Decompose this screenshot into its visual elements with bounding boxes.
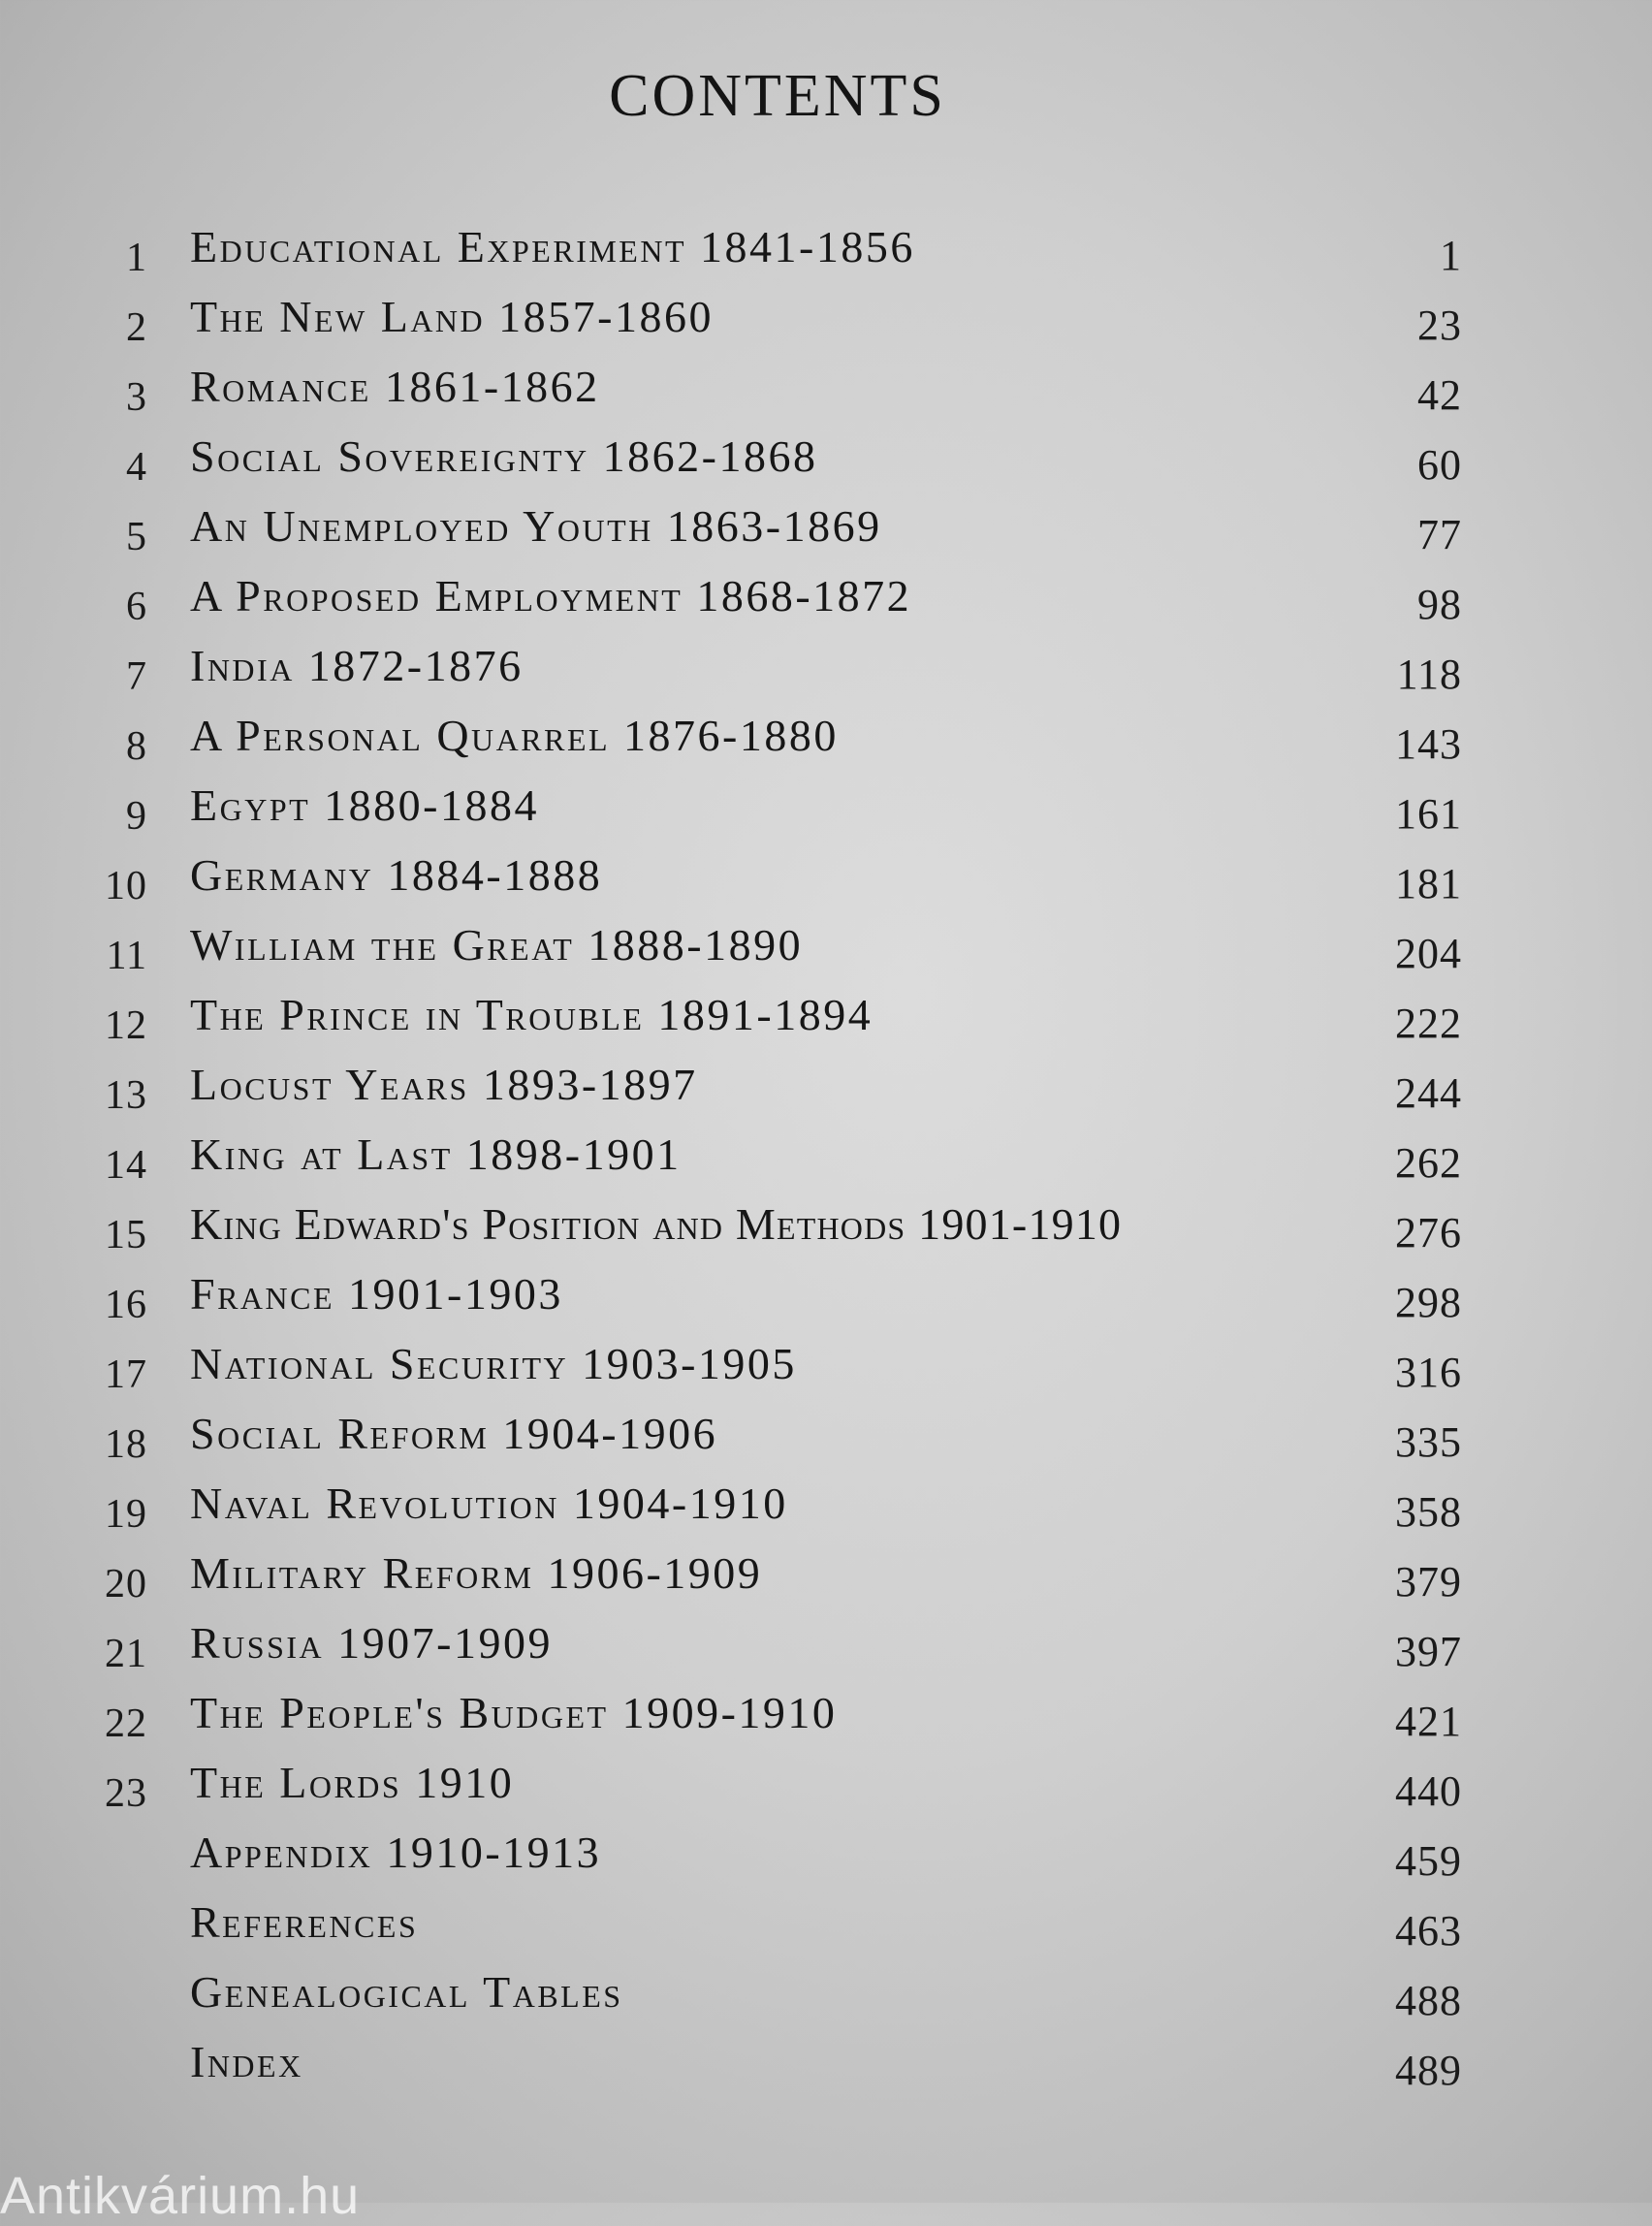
- chapter-title: Locust Years 1893-1897: [190, 1060, 698, 1109]
- page-number: 397: [1395, 1628, 1462, 1675]
- chapter-title: Social Sovereignty 1862-1868: [190, 431, 818, 481]
- chapter-title: A Proposed Employment 1868-1872: [190, 571, 912, 620]
- toc-row: [0, 1478, 1652, 1547]
- chapter-title: The People's Budget 1909-1910: [190, 1688, 838, 1737]
- toc-row: [0, 1408, 1652, 1478]
- page-number: 316: [1395, 1349, 1462, 1396]
- chapter-number: 19: [105, 1492, 147, 1537]
- page-number: 488: [1395, 1977, 1462, 2024]
- chapter-title: Educational Experiment 1841-1856: [190, 222, 915, 271]
- page-number: 42: [1417, 371, 1462, 419]
- chapter-number: 2: [126, 305, 147, 350]
- chapter-title: Military Reform 1906-1909: [190, 1548, 763, 1598]
- toc-row: [0, 1338, 1652, 1408]
- chapter-title: France 1901-1903: [190, 1269, 563, 1319]
- toc-row: [0, 500, 1652, 570]
- page-number: 143: [1395, 720, 1462, 768]
- toc-row: [0, 1617, 1652, 1687]
- toc-row: [0, 1896, 1652, 1966]
- chapter-title: William the Great 1888-1890: [190, 920, 804, 970]
- chapter-title: The Prince in Trouble 1891-1894: [190, 990, 874, 1039]
- page-number: 244: [1395, 1069, 1462, 1117]
- chapter-number: 8: [126, 724, 147, 769]
- toc-row: [0, 570, 1652, 640]
- chapter-number: 15: [105, 1213, 147, 1257]
- page-number: 489: [1395, 2047, 1462, 2094]
- chapter-title: References: [190, 1897, 419, 1947]
- chapter-number: 10: [105, 864, 147, 908]
- toc-row: [0, 989, 1652, 1059]
- chapter-number: 22: [105, 1701, 147, 1746]
- chapter-number: 20: [105, 1562, 147, 1606]
- page-number: 77: [1417, 511, 1462, 558]
- chapter-number: 1: [126, 236, 147, 280]
- chapter-number: 7: [126, 654, 147, 699]
- chapter-title: Genealogical Tables: [190, 1967, 623, 2017]
- toc-row: [0, 1268, 1652, 1338]
- toc-row: [0, 2036, 1652, 2106]
- toc-row: [0, 919, 1652, 989]
- chapter-number: 17: [105, 1352, 147, 1397]
- toc-row: [0, 221, 1652, 291]
- page-number: 204: [1395, 930, 1462, 977]
- chapter-title: Germany 1884-1888: [190, 850, 603, 900]
- page-number: 262: [1395, 1139, 1462, 1187]
- chapter-number: 18: [105, 1422, 147, 1467]
- chapter-number: 13: [105, 1073, 147, 1118]
- page-number: 118: [1396, 651, 1462, 698]
- toc-row: [0, 291, 1652, 361]
- toc-row: [0, 361, 1652, 430]
- toc-row: [0, 640, 1652, 710]
- toc-row: [0, 1687, 1652, 1757]
- page-number: 23: [1417, 302, 1462, 349]
- page-number: 161: [1395, 790, 1462, 838]
- chapter-title: King at Last 1898-1901: [190, 1129, 682, 1179]
- chapter-number: 3: [126, 375, 147, 420]
- chapter-title: Appendix 1910-1913: [190, 1828, 602, 1877]
- chapter-number: 21: [105, 1632, 147, 1676]
- chapter-title: India 1872-1876: [190, 641, 524, 690]
- chapter-number: 11: [106, 934, 147, 978]
- toc-row: [0, 1966, 1652, 2036]
- toc-row: [0, 710, 1652, 779]
- chapter-number: 5: [126, 515, 147, 559]
- page-number: 298: [1395, 1279, 1462, 1326]
- toc-row: [0, 1757, 1652, 1827]
- page-title: CONTENTS: [609, 63, 946, 129]
- chapter-number: 12: [105, 1003, 147, 1048]
- page-number: 379: [1395, 1558, 1462, 1606]
- toc-row: [0, 779, 1652, 849]
- chapter-title: The Lords 1910: [190, 1758, 515, 1807]
- chapter-number: 16: [105, 1283, 147, 1327]
- chapter-number: 6: [126, 585, 147, 629]
- toc-row: [0, 430, 1652, 500]
- chapter-title: Russia 1907-1909: [190, 1618, 553, 1668]
- chapter-number: 9: [126, 794, 147, 839]
- toc-row: [0, 1547, 1652, 1617]
- toc-row: [0, 1059, 1652, 1129]
- chapter-number: 4: [126, 445, 147, 490]
- chapter-title: National Security 1903-1905: [190, 1339, 797, 1388]
- chapter-title: An Unemployed Youth 1863-1869: [190, 501, 882, 551]
- page-number: 459: [1395, 1837, 1462, 1885]
- chapter-title: Naval Revolution 1904-1910: [190, 1479, 788, 1528]
- chapter-title: A Personal Quarrel 1876-1880: [190, 711, 839, 760]
- toc-row: [0, 849, 1652, 919]
- page-number: 421: [1395, 1698, 1462, 1745]
- chapter-title: King Edward's Position and Methods 1901-1910: [190, 1199, 1123, 1249]
- page-number: 60: [1417, 441, 1462, 489]
- watermark: Antikvárium.hu: [0, 2167, 361, 2225]
- toc-row: [0, 1827, 1652, 1896]
- page-number: 276: [1395, 1209, 1462, 1256]
- page-number: 222: [1395, 1000, 1462, 1047]
- page-number: 463: [1395, 1907, 1462, 1955]
- page-number: 1: [1440, 232, 1462, 279]
- chapter-title: Egypt 1880-1884: [190, 780, 539, 830]
- chapter-title: Social Reform 1904-1906: [190, 1409, 718, 1458]
- toc-row: [0, 1129, 1652, 1198]
- page-number: 335: [1395, 1418, 1462, 1466]
- page-number: 98: [1417, 581, 1462, 628]
- chapter-number: 14: [105, 1143, 147, 1188]
- page-number: 440: [1395, 1767, 1462, 1815]
- chapter-title: Romance 1861-1862: [190, 362, 600, 411]
- chapter-title: Index: [190, 2037, 303, 2086]
- toc-row: [0, 1198, 1652, 1268]
- page-number: 358: [1395, 1488, 1462, 1536]
- chapter-number: 23: [105, 1771, 147, 1816]
- page-number: 181: [1395, 860, 1462, 907]
- chapter-title: The New Land 1857-1860: [190, 292, 714, 341]
